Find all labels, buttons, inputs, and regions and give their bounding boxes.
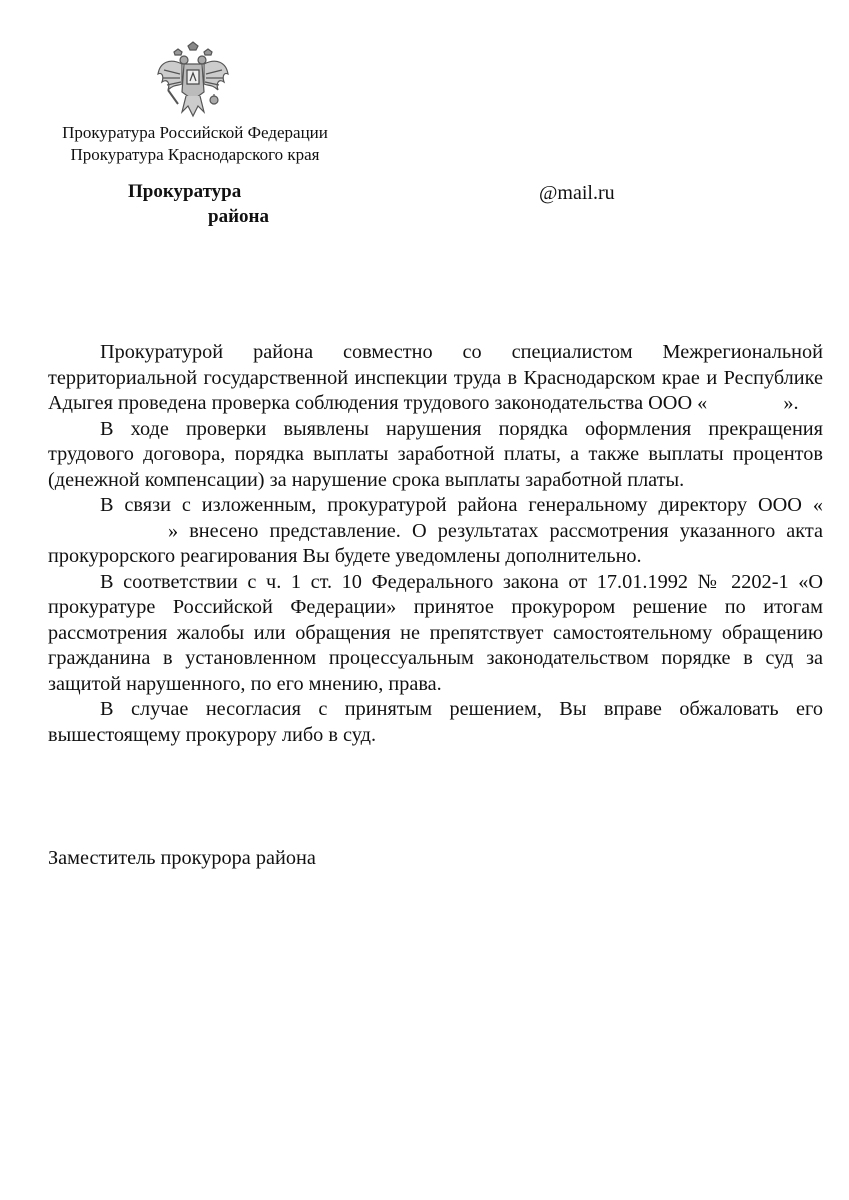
recipient-email: @mail.ru xyxy=(539,182,615,204)
signature-title: Заместитель прокурора района xyxy=(48,847,316,869)
office-title-line2: района xyxy=(208,206,269,227)
paragraph-inspection xyxy=(48,340,823,417)
office-title xyxy=(128,179,269,229)
paragraph-legal-basis: В соответствии с ч. 1 ст. 10 Федерального закона от 17.01.1992 № 2202-1 «О прокуратуре Российской Федерации» принятое прокурором решение по итогам рассмотрения жалобы или обращения не препятствует самостоятельному обращению гражданина в установленном процессуальным законодательством порядке в суд за защитой нарушенного, по его мнению, права. xyxy=(48,570,823,695)
paragraph-text: Прокуратурой района совместно со специалистом Межрегиональной территориальной государственной инспекции труда в Краснодарском крае и Республике Адыгея проведена проверка соблюдения трудового законодательства ООО « xyxy=(48,341,823,414)
paragraph-appeal: В случае несогласия с принятым решением, Вы вправе обжаловать его вышестоящему прокурору либо в суд. xyxy=(48,698,823,746)
russian-coat-of-arms-icon xyxy=(152,40,234,120)
paragraph-text: ». xyxy=(783,392,799,414)
letterhead-org xyxy=(40,122,350,166)
paragraph-violations: В ходе проверки выявлены нарушения порядка оформления прекращения трудового договора, порядка выплаты заработной платы, а также выплаты процентов (денежной компенсации) за нарушение срока выплаты заработной платы. xyxy=(48,417,823,491)
office-title-line1: Прокуратура xyxy=(128,181,242,202)
paragraph-text: В связи с изложенным, прокуратурой района генеральному директору ООО « xyxy=(100,494,823,516)
org-line-federal: Прокуратура Российской Федерации xyxy=(62,123,328,142)
org-line-regional: Прокуратура Краснодарского края xyxy=(70,145,320,164)
paragraph-representation xyxy=(48,493,823,570)
paragraph-text: » внесено представление. О результатах рассмотрения указанного акта прокурорского реагирования Вы будете уведомлены дополнительно. xyxy=(48,519,823,567)
letter-body xyxy=(48,340,823,748)
